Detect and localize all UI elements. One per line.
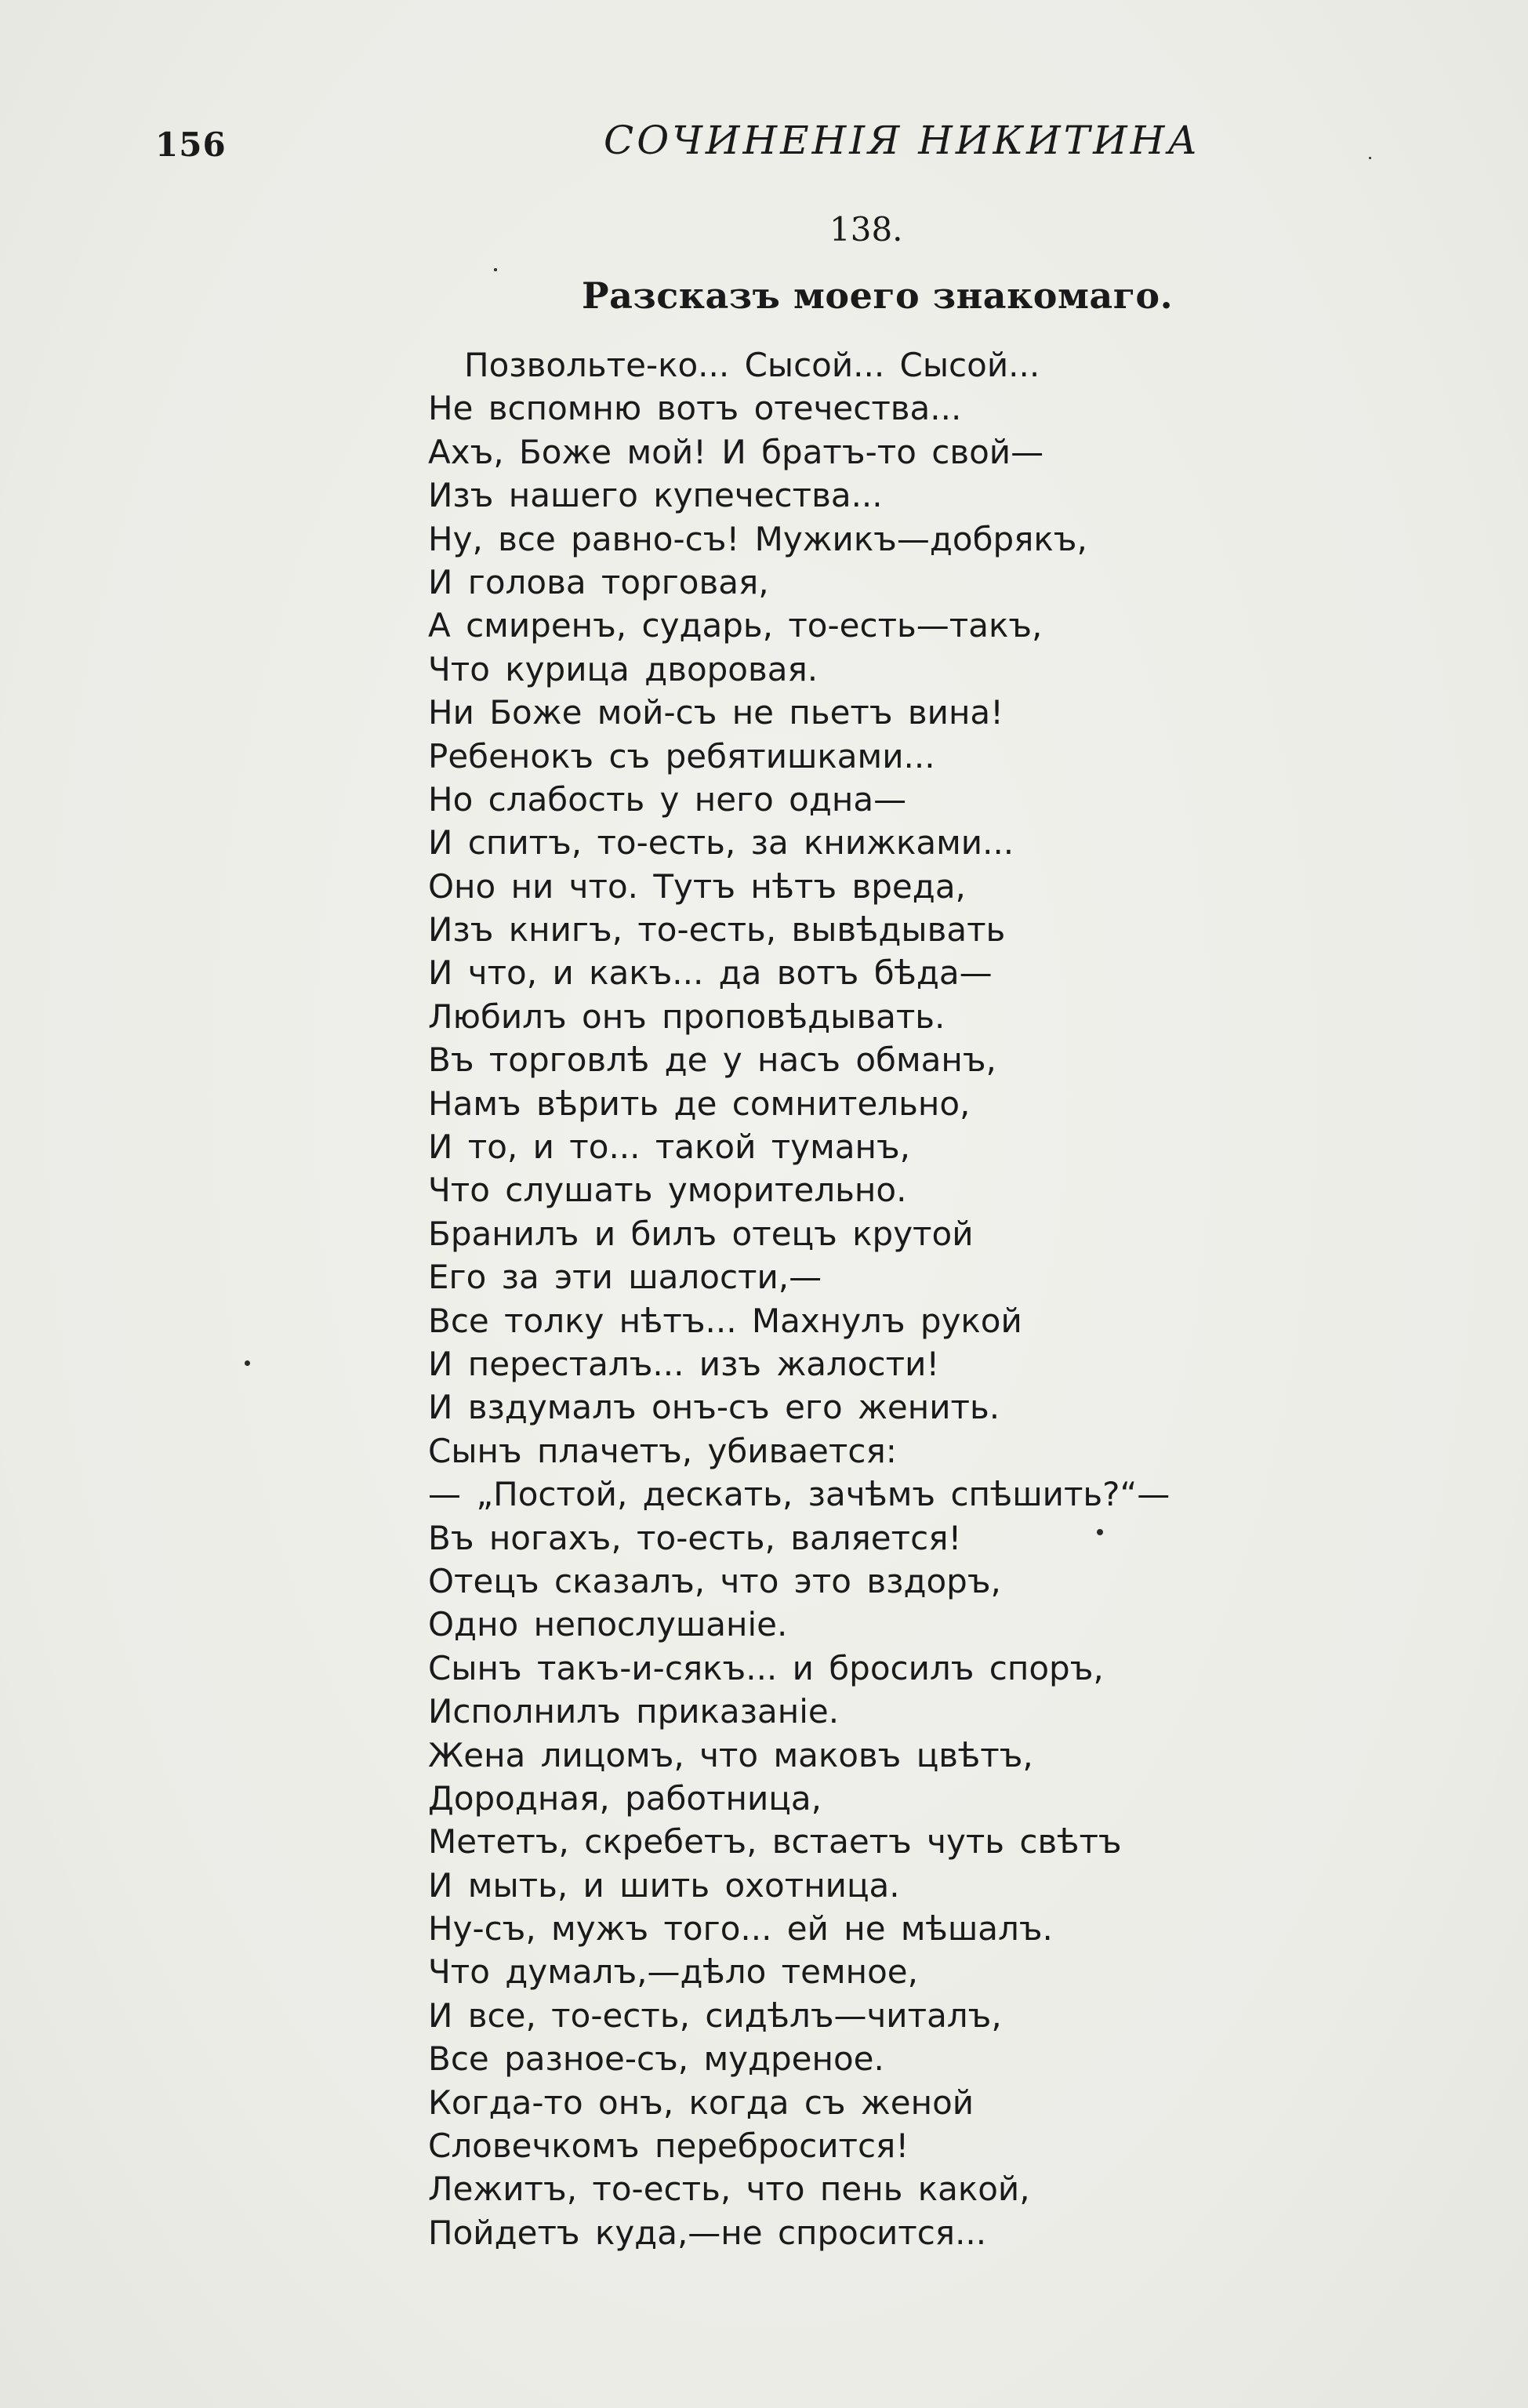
poem-line: Мететъ, скребетъ, встаетъ чуть свѣтъ bbox=[428, 1822, 1122, 1861]
poem-line: Ну-съ, мужъ того... ей не мѣшалъ. bbox=[428, 1909, 1053, 1949]
poem-line: Его за эти шалости,— bbox=[428, 1258, 822, 1297]
poem-line: Словечкомъ перебросится! bbox=[428, 2127, 909, 2166]
poem-line: Что думалъ,—дѣло темное, bbox=[428, 1952, 918, 1992]
poem-line: Что слушать уморительно. bbox=[428, 1171, 907, 1210]
ink-speck bbox=[1369, 157, 1371, 159]
poem-line: Отецъ сказалъ, что это вздоръ, bbox=[428, 1561, 1001, 1600]
poem-line: И спитъ, то-есть, за книжками... bbox=[428, 823, 1014, 863]
poem-line: И вздумалъ онъ-съ его женить. bbox=[428, 1388, 1000, 1427]
poem-line: Въ торговлѣ де у насъ обманъ, bbox=[428, 1041, 996, 1080]
poem-line: Дородная, работница, bbox=[428, 1778, 822, 1818]
poem-line: Ни Боже мой-съ не пьетъ вина! bbox=[428, 693, 1004, 732]
poem-line: Жена лицомъ, что маковъ цвѣтъ, bbox=[428, 1735, 1033, 1774]
ink-speck bbox=[494, 268, 497, 271]
poem-line: Ну, все равно-съ! Мужикъ—добрякъ, bbox=[428, 519, 1087, 558]
page-number: 156 bbox=[155, 125, 227, 164]
poem-line: Изъ книгъ, то-есть, вывѣдывать bbox=[428, 910, 1006, 950]
poem-line: И мыть, и шить охотница. bbox=[428, 1865, 900, 1905]
poem-line: И то, и то... такой туманъ, bbox=[428, 1128, 910, 1167]
poem-line: Все толку нѣтъ... Махнулъ рукой bbox=[428, 1301, 1022, 1340]
poem-line: Когда-то онъ, когда съ женой bbox=[428, 2083, 975, 2122]
poem-line: И что, и какъ... да вотъ бѣда— bbox=[428, 953, 993, 993]
poem-line: Лежитъ, то-есть, что пень какой, bbox=[428, 2170, 1030, 2209]
poem-line: Сынъ такъ-и-сякъ... и бросилъ споръ, bbox=[428, 1648, 1104, 1687]
poem-line: Исполнилъ приказаніе. bbox=[428, 1692, 840, 1731]
poem-line: Оно ни что. Тутъ нѣтъ вреда, bbox=[428, 866, 966, 906]
poem-line: Но слабость у него одна— bbox=[428, 779, 907, 819]
poem-line: Не вспомню вотъ отечества... bbox=[428, 389, 962, 428]
poem-line: Въ ногахъ, то-есть, валяется! bbox=[428, 1518, 962, 1557]
poem-line: Изъ нашего купечества... bbox=[428, 476, 883, 515]
poem-line: Любилъ онъ проповѣдывать. bbox=[428, 997, 945, 1036]
poem-line: Бранилъ и билъ отецъ крутой bbox=[428, 1214, 974, 1253]
poem-line: Все разное-съ, мудреное. bbox=[428, 2039, 884, 2079]
poem-line: И голова торговая, bbox=[428, 562, 769, 601]
poem-line: Сынъ плачетъ, убивается: bbox=[428, 1431, 897, 1470]
poem-line: — „Постой, дескать, зачѣмъ спѣшить?“— bbox=[428, 1475, 1170, 1514]
poem-line: Пойдетъ куда,—не спросится... bbox=[428, 2213, 987, 2252]
poem-line: А смиренъ, сударь, то-есть—такъ, bbox=[428, 606, 1043, 645]
poem-line: И все, то-есть, сидѣлъ—читалъ, bbox=[428, 1996, 1002, 2035]
ink-speck bbox=[245, 1360, 250, 1366]
poem-title: Разсказъ моего знакомаго. bbox=[582, 274, 1174, 317]
poem-line: Ребенокъ съ ребятишками... bbox=[428, 736, 935, 775]
poem-line: И пересталъ... изъ жалости! bbox=[428, 1344, 940, 1383]
poem-line: Позвольте-ко... Сысой... Сысой... bbox=[464, 346, 1040, 384]
poem-line: Что курица дворовая. bbox=[428, 649, 818, 688]
poem-number: 138. bbox=[829, 210, 903, 249]
poem-line: Намъ вѣрить де сомнительно, bbox=[428, 1084, 971, 1123]
poem-line: Одно непослушаніе. bbox=[428, 1605, 788, 1644]
poem-body bbox=[428, 343, 1170, 2254]
ink-speck bbox=[1097, 1529, 1103, 1535]
poem-line: Ахъ, Боже мой! И братъ-то свой— bbox=[428, 432, 1044, 471]
running-title: СОЧИНЕНІЯ НИКИТИНА bbox=[604, 118, 1201, 163]
